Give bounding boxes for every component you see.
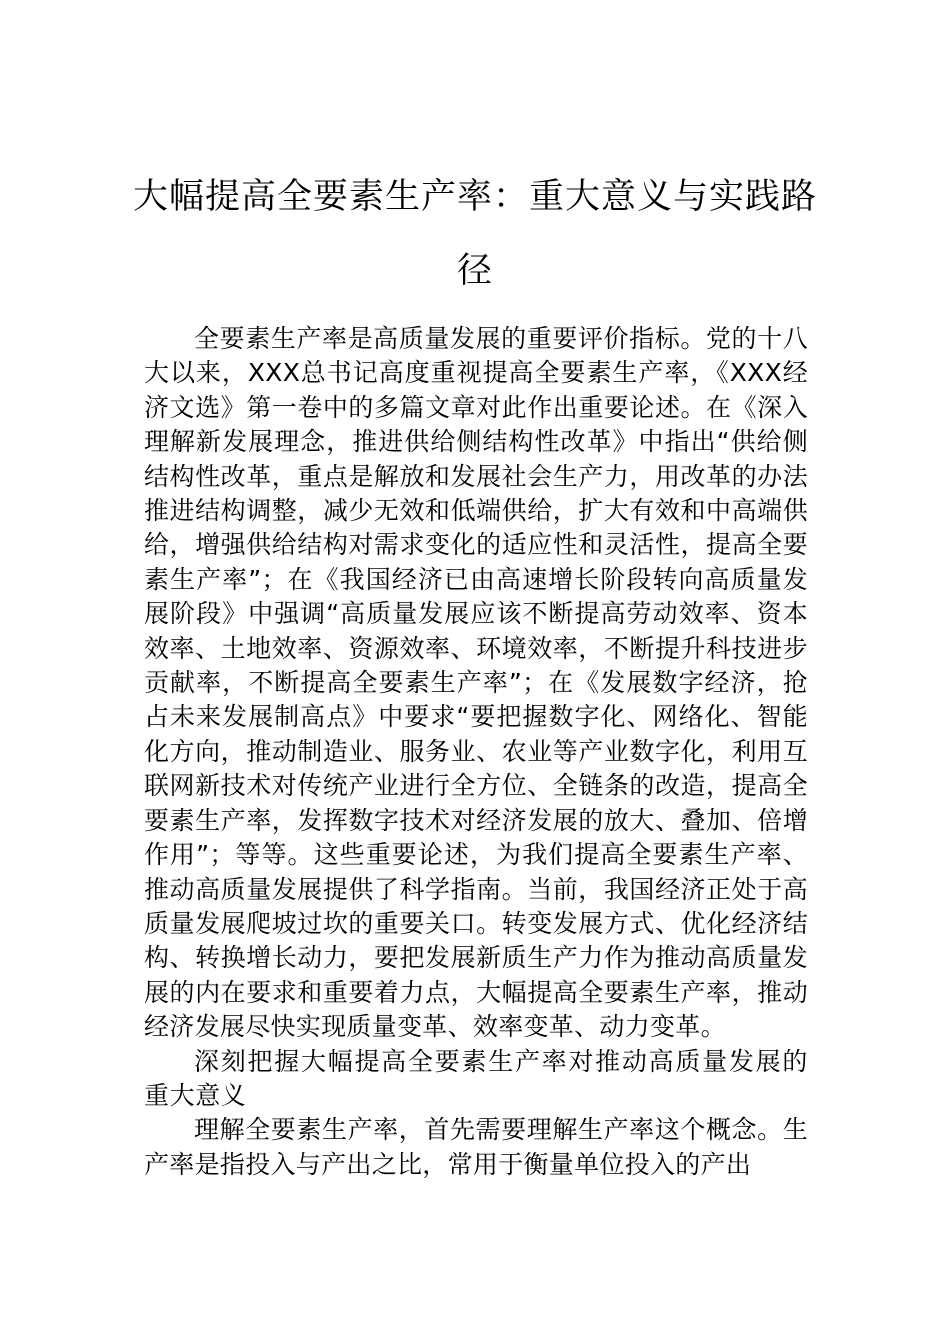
- document-title: 大幅提高全要素生产率：重大意义与实践路径: [132, 177, 817, 291]
- document-body: [144, 322, 808, 1182]
- body-paragraph: 全要素生产率是高质量发展的重要评价指标。党的十八大以来，XXX总书记高度重视提高全要素生产率，《XXX经济文选》第一卷中的多篇文章对此作出重要论述。在《深入理解新发展理念，推进供给侧结构性改革》中指出“供给侧结构性改革，重点是解放和发展社会生产力，用改革的办法推进结构调整，减少无效和低端供给，扩大有效和中高端供给，增强供给结构对需求变化的适应性和灵活性，提高全要素生产率”；在《我国经济已由高速增长阶段转向高质量发展阶段》中强调“高质量发展应该不断提高劳动效率、资本效率、土地效率、资源效率、环境效率，不断提升科技进步贡献率，不断提高全要素生产率”；在《发展数字经济，抢占未来发展制高点》中要求“要把握数字化、网络化、智能化方向，推动制造业、服务业、农业等产业数字化，利用互联网新技术对传统产业进行全方位、全链条的改造，提高全要素生产率，发挥数字技术对经济发展的放大、叠加、倍增作用”；等等。这些重要论述，为我们提高全要素生产率、推动高质量发展提供了科学指南。当前，我国经济正处于高质量发展爬坡过坎的重要关口。转变发展方式、优化经济结构、转换增长动力，要把发展新质生产力作为推动高质量发展的内在要求和重要着力点，大幅提高全要素生产率，推动经济发展尽快实现质量变革、效率变革、动力变革。: [144, 324, 808, 1042]
- body-paragraph: 理解全要素生产率，首先需要理解生产率这个概念。生产率是指投入与产出之比，常用于衡量单位投入的产出: [144, 1115, 808, 1179]
- section-heading: 深刻把握大幅提高全要素生产率对推动高质量发展的重大意义: [144, 1046, 808, 1110]
